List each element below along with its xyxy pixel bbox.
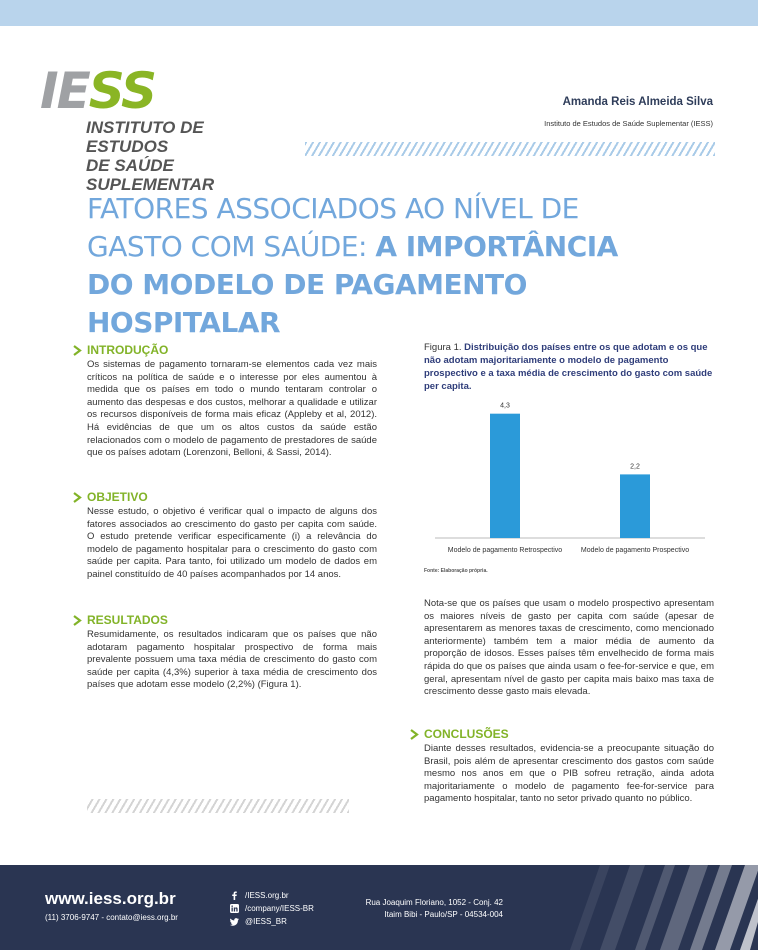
- section-heading: OBJETIVO: [87, 490, 148, 504]
- social-facebook-text: /IESS.org.br: [245, 891, 289, 900]
- chevron-right-icon: [73, 615, 82, 626]
- facebook-icon: [230, 891, 239, 900]
- chevron-right-icon: [73, 345, 82, 356]
- document-title: [87, 190, 647, 342]
- figure-caption: [424, 341, 716, 393]
- chart-category-label: Modelo de pagamento Retrospectivo: [447, 547, 563, 554]
- section-body: Nesse estudo, o objetivo é verificar qual o impacto de alguns dos fatores associados ao crescimento do gasto per capita com saúde. O estudo pretende verificar especificamente (i) a relevância do modelo de pagamento hospitalar para o crescimento do gasto com saúde per capita. Para tanto, foi utilizado um modelo de dados em painel constituído de 40 países acompanhados por 14 anos.: [87, 506, 377, 580]
- chart-data-label: 4,3: [500, 402, 510, 410]
- section-conclusoes: [424, 727, 714, 806]
- chevron-right-icon: [410, 729, 419, 740]
- section-introducao: [87, 343, 377, 460]
- social-twitter-text: @IESS_BR: [245, 917, 287, 926]
- footer-address: [357, 897, 503, 921]
- bar-chart: [430, 395, 710, 565]
- section-body: Diante desses resultados, evidencia-se a preocupante situação do Brasil, pois além de apresentar crescimento dos gastos com saúde mesmo nos anos em que o PIB sofreu retração, ainda adota majoritariamente o modelo de pagamento fee-for-service para pagamento hospitalar, tanto no setor privado quanto no público.: [424, 743, 714, 805]
- author-name: Amanda Reis Almeida Silva: [562, 96, 713, 108]
- chevron-right-icon: [73, 492, 82, 503]
- twitter-icon: [230, 917, 239, 926]
- chart-bar: [620, 474, 650, 538]
- section-heading: INTRODUÇÃO: [87, 343, 169, 357]
- social-linkedin[interactable]: [230, 902, 314, 915]
- chart-category-label: Modelo de pagamento Prospectivo: [580, 547, 690, 554]
- footer: [0, 865, 758, 950]
- footer-social-links: [230, 889, 314, 928]
- decorative-stripes: [305, 142, 715, 156]
- chart-bar: [490, 414, 520, 538]
- figure-caption-text: Distribuição dos países entre os que adotam e os que não adotam majoritariamente o modelo de pagamento prospectivo e a taxa média de crescimento do gasto com saúde per capita.: [424, 342, 713, 392]
- footer-website-link[interactable]: www.iess.org.br: [45, 889, 176, 908]
- chart-data-label: 2,2: [630, 463, 640, 471]
- title-bold-part: A IMPORTÂNCIA DO MODELO DE PAGAMENTO HOSPITALAR: [87, 230, 618, 339]
- section-heading: RESULTADOS: [87, 613, 168, 627]
- section-resultados: [87, 613, 377, 692]
- section-body: Os sistemas de pagamento tornaram-se elementos cada vez mais críticos na política de saúde e o interesse por eles aumentou à medida que os países em todo o mundo tentaram controlar o aumento das despesas e dos custos, melhorar a qualidade e utilizar os recursos disponíveis de forma mais eficaz (Appleby et al, 2012). Há evidências de que um os altos custos da saúde estão relacionados com o modelo de pagamento de prestadores de saúde que os países adotam (Lorenzoni, Belloni, & Sassi, 2014).: [87, 359, 377, 459]
- footer-decoration: [540, 865, 758, 950]
- logo-name-line2: DE SAÚDE SUPLEMENTAR: [86, 156, 215, 194]
- author-affiliation: Instituto de Estudos de Saúde Suplementar (IESS): [544, 119, 713, 128]
- iess-logo: [40, 62, 290, 194]
- linkedin-icon: [230, 904, 239, 913]
- section-body: Resumidamente, os resultados indicaram que os países que não adotaram pagamento hospitalar prospectivo de forma mais prevalente possuem uma taxa média de crescimento do gasto com saúde per capita (4,3%) superior à taxa média de crescimento dos países que adotam esse modelo (2,2%) (Figura 1).: [87, 629, 377, 691]
- social-linkedin-text: /company/IESS-BR: [245, 904, 314, 913]
- logo-acronym-grey: IE: [40, 62, 89, 120]
- section-objetivo: [87, 490, 377, 582]
- address-line2: Itaim Bibi - Paulo/SP - 04534-004: [384, 910, 503, 919]
- footer-contact: (11) 3706-9747 - contato@iess.org.br: [45, 913, 178, 922]
- section-body: Nota-se que os países que usam o modelo prospectivo apresentam os maiores níveis de gasto per capita com saúde (apesar de apresentarem as menores taxas de crescimento, como mencionado anteriormente) também tem a maior média de aumento da proporção de idosos. Esses países têm envelhecido de forma mais rápida do que os países que ainda usam o fee-for-service e que, em geral, apresentam nível de gasto per capita mais baixo mas taxa de crescimento desse gasto mais elevada.: [424, 598, 714, 698]
- figure-label: Figura 1.: [424, 342, 465, 353]
- social-twitter[interactable]: [230, 915, 314, 928]
- figure-source: Fonte: Elaboração própria.: [424, 568, 488, 574]
- top-banner: [0, 0, 758, 26]
- section-heading: CONCLUSÕES: [424, 727, 509, 741]
- decorative-stripes: [87, 799, 349, 813]
- logo-acronym-green: SS: [88, 62, 156, 120]
- logo-name-line1: INSTITUTO DE ESTUDOS: [86, 118, 204, 156]
- address-line1: Rua Joaquim Floriano, 1052 - Conj. 42: [365, 898, 503, 907]
- title-light-part: FATORES ASSOCIADOS AO NÍVEL DE GASTO COM SAÚDE:: [87, 192, 579, 263]
- section-discussao: [424, 598, 714, 699]
- social-facebook[interactable]: [230, 889, 314, 902]
